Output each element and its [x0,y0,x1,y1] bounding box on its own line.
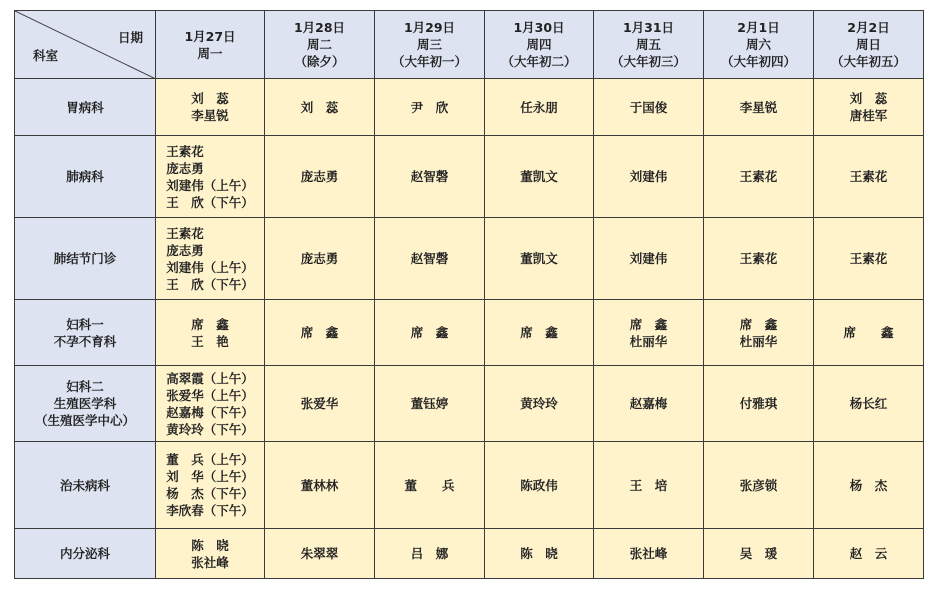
duty-cell [814,442,924,529]
department-cell [15,300,156,366]
duty-cell [375,136,485,218]
doctor-name: 董 兵 [404,477,455,493]
duty-cell [485,136,594,218]
day-header [375,11,485,79]
department-cell [15,442,156,529]
duty-cell [594,300,704,366]
day-date: 1月29日 [403,20,456,35]
doctor-name: 张彦锁 [739,477,778,493]
doctor-list [411,250,449,267]
duty-cell [814,136,924,218]
doctor-list [630,395,668,412]
doctor-name: 席 鑫 [739,316,778,332]
doctor-list [740,545,778,562]
doctor-name: 庞志勇 [166,160,204,176]
day-weekday: 周日 [855,37,881,52]
day-weekday: 周五 [635,37,661,52]
doctor-name: 赵嘉梅 [629,396,668,411]
doctor-name: 张社峰 [629,546,668,561]
doctor-name: 张爱华 [300,396,339,411]
doctor-name: 董凯文 [520,251,558,266]
duty-cell [156,136,265,218]
doctor-list [630,545,668,562]
doctor-name: 吕 娜 [410,546,449,561]
doctor-name: 李星锐 [739,99,778,115]
doctor-list [740,316,778,350]
doctor-list [411,168,449,185]
department-cell [15,529,156,579]
doctor-list [520,395,558,412]
schedule-row [15,442,924,529]
doctor-name: 黄玲玲 [520,396,558,411]
doctor-name: 刘 华（上午） [166,469,254,484]
doctor-name: 王素花 [739,251,778,266]
doctor-name: 高翠霞（上午） [166,370,254,386]
day-weekday: 周二 [306,37,332,52]
doctor-name: 尹 欣 [410,99,449,115]
duty-cell [485,300,594,366]
duty-cell [814,529,924,579]
duty-cell [704,218,814,300]
department-name: 妇科二 [66,379,104,394]
duty-cell [704,300,814,366]
duty-cell [265,442,375,529]
doctor-name: 席 鑫 [843,325,894,340]
doctor-list [191,90,229,124]
duty-cell [704,529,814,579]
doctor-name: 吴 瑗 [739,546,778,561]
doctor-name: 杨 杰（下午） [166,486,254,501]
doctor-list [166,451,254,519]
doctor-name: 王素花 [849,251,888,266]
doctor-name: 席 鑫 [520,325,558,340]
day-date: 2月1日 [737,20,780,35]
department-cell [15,79,156,136]
duty-cell [375,300,485,366]
duty-cell [265,300,375,366]
department-name: 肺结节门诊 [53,251,117,266]
duty-cell [265,218,375,300]
doctor-name: 刘建伟 [629,169,668,184]
doctor-name: 陈 晓 [191,537,229,553]
doctor-list [166,143,254,211]
doctor-name: 赵智磬 [410,169,449,184]
doctor-name: 王 欣（下午） [166,194,254,210]
duty-cell [265,136,375,218]
corner-dept-label: 科室 [33,48,59,63]
department-name: 生殖医学科 [53,396,117,411]
day-date: 1月30日 [513,20,565,35]
doctor-list [520,477,558,494]
duty-cell [814,79,924,136]
schedule-row [15,366,924,442]
doctor-list [740,250,778,267]
doctor-name: 刘建伟 [629,251,668,266]
corner-cell [15,11,156,79]
doctor-list [404,477,454,494]
duty-cell [485,79,594,136]
doctor-name: 李欣春（下午） [166,503,254,518]
doctor-name: 付雅琪 [739,396,778,411]
doctor-list [520,545,558,562]
doctor-name: 唐桂军 [849,108,888,123]
doctor-name: 陈政伟 [520,477,558,493]
doctor-name: 王素花 [166,143,204,159]
department-name: 妇科一 [66,316,104,332]
doctor-list [850,395,888,412]
day-weekday: 周四 [526,37,552,52]
day-note: （大年初五） [830,54,906,69]
doctor-name: 席 鑫 [410,325,449,340]
duty-cell [704,79,814,136]
doctor-list [740,99,778,116]
duty-cell [156,218,265,300]
day-note: （大年初三） [610,54,686,69]
doctor-name: 刘建伟（上午） [166,177,254,193]
duty-cell [594,136,704,218]
doctor-name: 王 艳 [191,333,229,349]
doctor-list [191,537,229,571]
day-note: （大年初一） [391,54,467,69]
doctor-name: 董钰婷 [410,396,449,411]
duty-cell [485,218,594,300]
doctor-list [850,250,888,267]
doctor-name: 赵智磬 [410,251,449,266]
doctor-list [520,99,558,116]
doctor-name: 刘建伟（上午） [166,259,254,275]
doctor-name: 刘 蕊 [191,91,229,106]
doctor-list [166,225,254,293]
doctor-list [411,324,449,341]
doctor-list [630,316,668,350]
duty-cell [704,366,814,442]
doctor-list [411,545,449,562]
duty-cell [375,442,485,529]
schedule-row [15,136,924,218]
doctor-list [850,545,888,562]
doctor-list [520,250,558,267]
duty-cell [156,300,265,366]
doctor-list [850,168,888,185]
doctor-name: 李星锐 [191,108,229,123]
duty-cell [485,442,594,529]
doctor-name: 王素花 [166,225,204,241]
department-cell [15,218,156,300]
doctor-name: 王素花 [849,169,888,184]
doctor-name: 王素花 [739,169,778,184]
doctor-list [850,90,888,124]
department-name: 不孕不育科 [53,333,117,349]
doctor-list [166,370,254,438]
department-cell [15,366,156,442]
doctor-list [191,316,229,350]
duty-cell [594,366,704,442]
doctor-name: 席 鑫 [300,325,339,340]
doctor-name: 庞志勇 [300,251,339,266]
doctor-list [411,395,449,412]
doctor-list [411,99,449,116]
doctor-list [301,395,339,412]
doctor-name: 杨长红 [849,396,888,411]
department-name: （生殖医学中心） [34,413,135,428]
day-note: （大年初二） [501,54,577,69]
day-note: （大年初四） [720,54,796,69]
doctor-name: 王 培 [629,477,668,493]
day-header [704,11,814,79]
header-row [15,11,924,79]
doctor-list [520,324,558,341]
day-header [594,11,704,79]
doctor-name: 席 鑫 [629,316,668,332]
doctor-list [843,324,893,341]
duty-cell [704,136,814,218]
duty-cell [594,218,704,300]
department-cell [15,136,156,218]
doctor-name: 黄玲玲（下午） [166,421,254,437]
duty-cell [814,366,924,442]
doctor-name: 朱翠翠 [300,546,339,561]
doctor-name: 庞志勇 [300,169,339,184]
day-header [814,11,924,79]
day-header [156,11,265,79]
day-date: 1月28日 [293,20,346,35]
doctor-name: 董凯文 [520,169,558,184]
doctor-name: 杜丽华 [739,333,778,349]
doctor-list [630,250,668,267]
doctor-name: 赵嘉梅（下午） [166,404,254,420]
duty-cell [814,218,924,300]
doctor-name: 庞志勇 [166,242,204,258]
duty-cell [375,366,485,442]
day-weekday: 周六 [745,37,771,52]
duty-cell [375,529,485,579]
duty-cell [375,218,485,300]
doctor-list [301,324,339,341]
day-weekday: 周一 [197,45,223,61]
department-name: 内分泌科 [59,546,110,561]
day-header [265,11,375,79]
duty-schedule-table [14,10,924,579]
duty-cell [594,442,704,529]
doctor-name: 陈 晓 [520,546,558,561]
duty-cell [265,79,375,136]
doctor-list [740,168,778,185]
doctor-list [630,168,668,185]
doctor-name: 任永朋 [520,99,558,115]
doctor-list [850,477,888,494]
doctor-list [301,99,339,116]
duty-cell [814,300,924,366]
doctor-name: 张爱华（上午） [166,387,254,403]
department-name: 胃病科 [66,99,104,115]
doctor-name: 张社峰 [191,554,229,570]
day-date: 1月27日 [184,28,236,44]
day-note: （除夕） [294,54,345,69]
doctor-name: 赵 云 [849,546,888,561]
duty-cell [375,79,485,136]
doctor-list [520,168,558,185]
duty-cell [594,79,704,136]
department-name: 治未病科 [59,477,110,493]
doctor-name: 王 欣（下午） [166,276,254,292]
doctor-name: 于国俊 [629,99,668,115]
day-date: 1月31日 [622,20,675,35]
doctor-list [301,168,339,185]
doctor-name: 刘 蕊 [849,91,888,106]
doctor-list [630,99,668,116]
duty-cell [485,529,594,579]
day-weekday: 周三 [416,37,442,52]
doctor-list [630,477,668,494]
duty-cell [156,442,265,529]
doctor-list [301,477,339,494]
day-header [485,11,594,79]
doctor-list [301,250,339,267]
doctor-name: 董林林 [300,477,339,493]
duty-cell [265,529,375,579]
duty-cell [156,79,265,136]
doctor-name: 董 兵（上午） [166,452,254,467]
doctor-name: 席 鑫 [191,316,229,332]
duty-cell [485,366,594,442]
duty-cell [704,442,814,529]
doctor-name: 杜丽华 [629,333,668,349]
schedule-row [15,529,924,579]
doctor-list [740,477,778,494]
doctor-name: 刘 蕊 [300,99,339,115]
duty-cell [265,366,375,442]
schedule-row [15,79,924,136]
department-name: 肺病科 [66,169,104,184]
duty-cell [156,366,265,442]
doctor-name: 杨 杰 [849,477,888,493]
duty-cell [594,529,704,579]
day-date: 2月2日 [847,20,890,35]
duty-cell [156,529,265,579]
corner-date-label: 日期 [117,30,143,45]
doctor-list [301,545,339,562]
doctor-list [740,395,778,412]
schedule-row [15,218,924,300]
schedule-row [15,300,924,366]
